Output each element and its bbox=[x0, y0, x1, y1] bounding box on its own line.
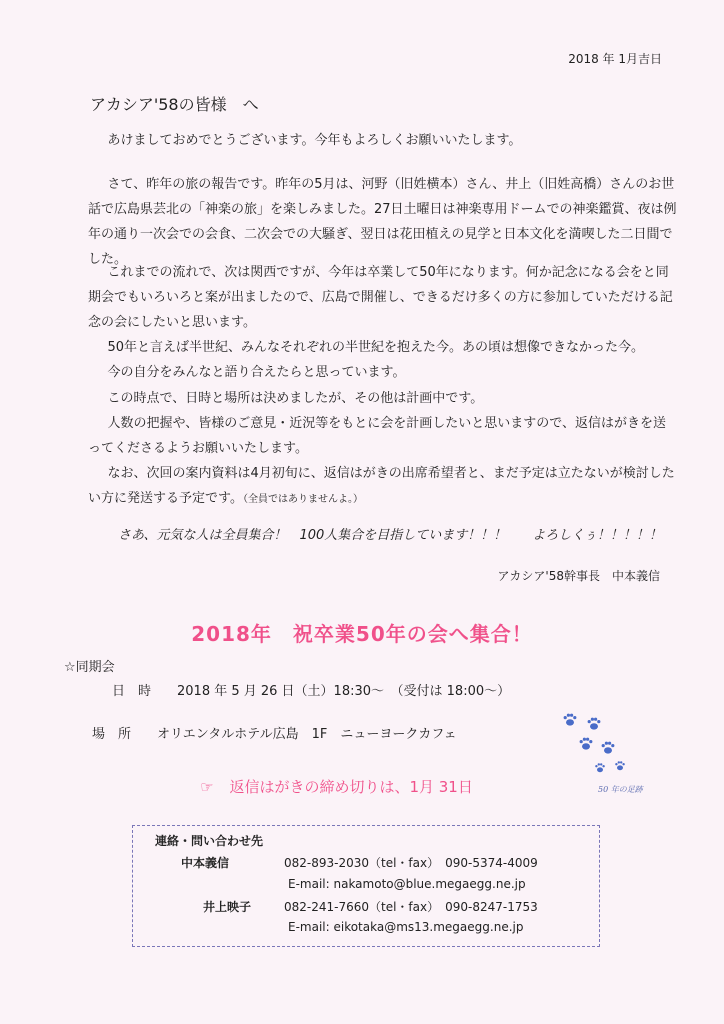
next-mailing-note: （全員ではありませんよ。） bbox=[242, 494, 363, 505]
paw-print-icon bbox=[594, 762, 606, 774]
greeting-text: あけましておめでとうございます。今年もよろしくお願いいたします。 bbox=[107, 133, 522, 148]
paw-print-icon bbox=[586, 716, 602, 732]
pointing-hand-icon: ☜ bbox=[200, 778, 214, 796]
half-century-text: 50年と言えば半世紀、みんなそれぞれの半世紀を抱えた今。あの頃は想像できなかった今。 bbox=[107, 340, 645, 355]
paw-print-icon bbox=[600, 740, 616, 756]
contact-name-2: 井上映子 bbox=[203, 900, 252, 914]
contact-email-2: E-mail: eikotaka@ms13.megaegg.ne.jp bbox=[288, 920, 524, 934]
paw-print-icon bbox=[578, 736, 594, 752]
contact-box bbox=[132, 825, 600, 947]
signature: アカシア'58幹事長 中本義信 bbox=[497, 569, 660, 583]
anniversary-text: これまでの流れで、次は関西ですが、今年は卒業して50年になります。何か記念になる会をと同期会でもいろいろと案が出ましたので、広島で開催し、できるだけ多くの方に参加していただける記念の会にしたいと思います。 bbox=[88, 265, 673, 330]
contact-email-1: E-mail: nakamoto@blue.megaegg.ne.jp bbox=[288, 877, 526, 891]
paragraph-trip-report bbox=[88, 172, 678, 272]
paw-print-icon bbox=[614, 760, 626, 772]
event-datetime: 日 時 2018 年 5 月 26 日（土）18:30～ （受付は 18:00～） bbox=[112, 684, 511, 699]
contact-phone-1: 082-893-2030（tel・fax） 090-5374-4009 bbox=[284, 856, 538, 870]
trip-report-text: さて、昨年の旅の報告です。昨年の5月は、河野（旧姓横本）さん、井上（旧姓高橋）さんのお世話で広島県芸北の「神楽の旅」を楽しみました。27日土曜日は神楽専用ドームでの神楽鑑賞、夜は例年の通り一次会での会食、二次会での大騒ぎ、翌日は花田植えの見学と日本文化を満喫した二日間でした。 bbox=[88, 177, 677, 267]
event-place: 場 所 オリエンタルホテル広島 1F ニューヨークカフェ bbox=[92, 727, 457, 742]
next-mailing-main: なお、次回の案内資料は4月初旬に、返信はがきの出席希望者と、まだ予定は立たないが検討したい方に発送する予定です。 bbox=[88, 466, 675, 506]
event-group-label: ☆同期会 bbox=[64, 660, 115, 675]
salutation: アカシア'58の皆様 へ bbox=[90, 95, 259, 114]
next-mailing-text bbox=[88, 461, 678, 512]
contact-title: 連絡・問い合わせ先 bbox=[155, 834, 264, 848]
contact-phone-2: 082-241-7660（tel・fax） 090-8247-1753 bbox=[284, 900, 538, 914]
paw-print-icon bbox=[562, 712, 578, 728]
paragraph-anniversary bbox=[88, 260, 678, 385]
contact-name-1: 中本義信 bbox=[181, 856, 230, 870]
talk-together-text: 今の自分をみんなと語り合えたらと思っています。 bbox=[107, 365, 406, 380]
reply-deadline-text: 返信はがきの締め切りは、1月 31日 bbox=[229, 778, 473, 796]
letter-date: 2018 年 1月吉日 bbox=[568, 52, 662, 66]
event-headline: 2018年 祝卒業50年の会へ集合！ bbox=[191, 622, 533, 646]
closing-line: さあ、元気な人は全員集合！ 100人集合を目指しています！！！ よろしくぅ！！！！！ bbox=[118, 528, 663, 543]
planning-text: この時点で、日時と場所は決めましたが、その他は計画中です。 bbox=[107, 391, 484, 406]
paragraph-planning bbox=[88, 386, 678, 512]
paw-caption: 50 年の足跡 bbox=[598, 785, 643, 794]
reply-deadline bbox=[200, 776, 473, 797]
reply-request-text: 人数の把握や、皆様のご意見・近況等をもとに会を計画したいと思いますので、返信はがきを送ってくださるようお願いいたします。 bbox=[88, 416, 666, 456]
paragraph-greeting bbox=[88, 128, 678, 153]
